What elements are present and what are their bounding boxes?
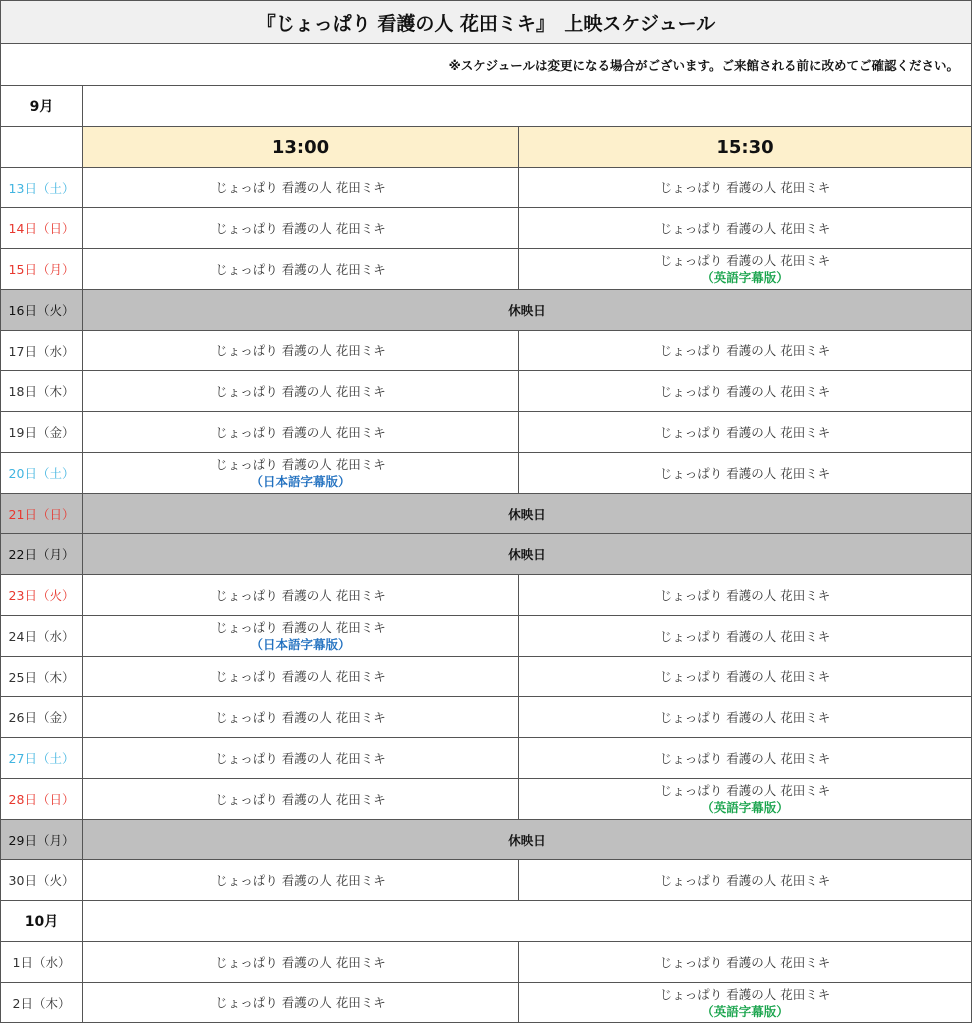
showing-1530-cell (519, 208, 972, 249)
film-title: じょっぱり 看護の人 花田ミキ (659, 750, 831, 766)
day-label: 23日（火） (8, 588, 75, 603)
day-label-cell (0, 494, 83, 534)
day-label-cell (0, 208, 83, 249)
day-label: 30日（火） (8, 873, 75, 888)
day-label-cell (0, 697, 83, 738)
time-label: 15:30 (716, 136, 774, 158)
showing-1530-cell (519, 983, 972, 1023)
showing-1530-cell (519, 738, 972, 779)
showing-1300-cell (83, 412, 519, 453)
day-label: 15日（月） (8, 262, 75, 277)
film-title: じょっぱり 看護の人 花田ミキ (659, 669, 831, 684)
film-title: じょっぱり 看護の人 花田ミキ (659, 954, 831, 970)
day-label-cell (0, 820, 83, 860)
english-subtitle-label: （英語字幕版） (701, 270, 789, 285)
month-label: 10月 (24, 914, 59, 930)
closed-label: 休映日 (508, 832, 546, 848)
closed-day-cell (83, 534, 972, 575)
closed-day-cell (83, 494, 972, 534)
film-title: じょっぱり 看護の人 花田ミキ (215, 709, 386, 725)
day-label: 17日（水） (8, 343, 75, 359)
film-title: じょっぱり 看護の人 花田ミキ (215, 261, 386, 277)
closed-label: 休映日 (508, 303, 546, 318)
film-title: じょっぱり 看護の人 花田ミキ (659, 783, 831, 798)
showing-1300-cell (83, 168, 519, 208)
showing-1300-cell (83, 208, 519, 249)
time-header-1300 (83, 127, 519, 168)
showing-1530-cell (519, 657, 972, 697)
day-label: 2日（木） (12, 995, 71, 1011)
day-label: 21日（日） (8, 506, 75, 522)
film-title: じょっぱり 看護の人 花田ミキ (215, 457, 386, 472)
day-label-cell (0, 657, 83, 697)
day-label: 1日（水） (12, 955, 71, 970)
day-label: 22日（月） (8, 547, 75, 562)
film-title: じょっぱり 看護の人 花田ミキ (659, 383, 831, 399)
film-title: じょっぱり 看護の人 花田ミキ (215, 383, 386, 399)
day-label-cell (0, 168, 83, 208)
showing-1300-cell (83, 371, 519, 412)
showing-1530-cell (519, 371, 972, 412)
showing-1300-cell (83, 738, 519, 779)
day-label-cell (0, 331, 83, 371)
time-label: 13:00 (271, 136, 330, 158)
film-title: じょっぱり 看護の人 花田ミキ (659, 343, 831, 358)
film-title: じょっぱり 看護の人 花田ミキ (215, 750, 386, 766)
showing-1300-cell (83, 860, 519, 901)
film-title: じょっぱり 看護の人 花田ミキ (215, 954, 386, 970)
closed-label: 休映日 (508, 506, 546, 522)
english-subtitle-label: （英語字幕版） (701, 800, 789, 815)
film-title: じょっぱり 看護の人 花田ミキ (215, 343, 386, 358)
showing-1300-cell (83, 657, 519, 697)
film-title: じょっぱり 看護の人 花田ミキ (659, 587, 831, 603)
showing-1300-cell (83, 983, 519, 1023)
showing-1530-cell (519, 249, 972, 290)
showing-1530-cell (519, 453, 972, 494)
day-label-cell (0, 453, 83, 494)
day-label-cell (0, 249, 83, 290)
schedule-note: ※スケジュールは変更になる場合がございます。ご来館される前に改めてご確認ください。 (448, 57, 959, 73)
film-title: じょっぱり 看護の人 花田ミキ (215, 180, 386, 195)
showing-1300-cell (83, 249, 519, 290)
showing-1530-cell (519, 860, 972, 901)
month-label-cell (0, 86, 83, 127)
day-label: 13日（土） (8, 180, 75, 196)
month-label: 9月 (29, 99, 54, 115)
time-header-blank (0, 127, 83, 168)
showing-1300-cell (83, 697, 519, 738)
closed-day-cell (83, 290, 972, 331)
month-label-cell (0, 901, 83, 942)
day-label: 20日（土） (8, 466, 75, 481)
day-label-cell (0, 983, 83, 1023)
showing-1530-cell (519, 697, 972, 738)
day-label-cell (0, 371, 83, 412)
day-label: 28日（日） (8, 792, 75, 807)
film-title: じょっぱり 看護の人 花田ミキ (659, 253, 831, 268)
film-title: じょっぱり 看護の人 花田ミキ (659, 220, 831, 236)
day-label: 14日（日） (8, 221, 75, 236)
film-title: じょっぱり 看護の人 花田ミキ (215, 669, 386, 684)
day-label: 25日（木） (8, 669, 75, 685)
showing-1300-cell (83, 942, 519, 983)
showing-1530-cell (519, 412, 972, 453)
showing-1530-cell (519, 168, 972, 208)
showing-1300-cell (83, 575, 519, 616)
schedule-note-cell (0, 44, 972, 86)
schedule-title-cell (0, 0, 972, 44)
time-header-1530 (519, 127, 972, 168)
day-label-cell (0, 290, 83, 331)
showing-1530-cell (519, 616, 972, 657)
closed-label: 休映日 (508, 547, 546, 562)
film-title: じょっぱり 看護の人 花田ミキ (215, 220, 386, 236)
day-label-cell (0, 575, 83, 616)
day-label-cell (0, 860, 83, 901)
day-label: 18日（木） (8, 384, 75, 399)
closed-day-cell (83, 820, 972, 860)
day-label-cell (0, 616, 83, 657)
film-title: じょっぱり 看護の人 花田ミキ (215, 587, 386, 603)
film-title: じょっぱり 看護の人 花田ミキ (659, 180, 831, 195)
showing-1300-cell (83, 331, 519, 371)
film-title: じょっぱり 看護の人 花田ミキ (659, 709, 831, 725)
film-title: じょっぱり 看護の人 花田ミキ (659, 628, 831, 644)
page-title: 『じょっぱり 看護の人 花田ミキ』 上映スケジュール (256, 12, 716, 35)
day-label: 27日（土） (8, 751, 75, 766)
day-label: 16日（火） (8, 303, 75, 318)
film-title: じょっぱり 看護の人 花田ミキ (659, 424, 831, 440)
film-title: じょっぱり 看護の人 花田ミキ (659, 986, 831, 1002)
japanese-subtitle-label: （日本語字幕版） (250, 637, 351, 652)
showing-1300-cell (83, 616, 519, 657)
day-label-cell (0, 738, 83, 779)
film-title: じょっぱり 看護の人 花田ミキ (215, 995, 386, 1010)
day-label: 29日（月） (8, 832, 75, 848)
film-title: じょっぱり 看護の人 花田ミキ (215, 424, 386, 440)
day-label-cell (0, 779, 83, 820)
showing-1530-cell (519, 942, 972, 983)
film-title: じょっぱり 看護の人 花田ミキ (659, 465, 831, 481)
day-label: 19日（金） (8, 425, 75, 440)
film-title: じょっぱり 看護の人 花田ミキ (215, 872, 386, 888)
english-subtitle-label: （英語字幕版） (701, 1003, 789, 1019)
day-label-cell (0, 942, 83, 983)
month-blank-cell (83, 86, 972, 127)
month-blank-cell (83, 901, 972, 942)
film-title: じょっぱり 看護の人 花田ミキ (215, 620, 386, 635)
film-title: じょっぱり 看護の人 花田ミキ (215, 791, 386, 807)
showing-1530-cell (519, 331, 972, 371)
film-title: じょっぱり 看護の人 花田ミキ (659, 872, 831, 888)
day-label-cell (0, 534, 83, 575)
showing-1530-cell (519, 779, 972, 820)
showing-1300-cell (83, 779, 519, 820)
showing-1300-cell (83, 453, 519, 494)
showing-1530-cell (519, 575, 972, 616)
day-label-cell (0, 412, 83, 453)
day-label: 26日（金） (8, 710, 75, 725)
japanese-subtitle-label: （日本語字幕版） (250, 474, 351, 489)
day-label: 24日（水） (8, 629, 75, 644)
